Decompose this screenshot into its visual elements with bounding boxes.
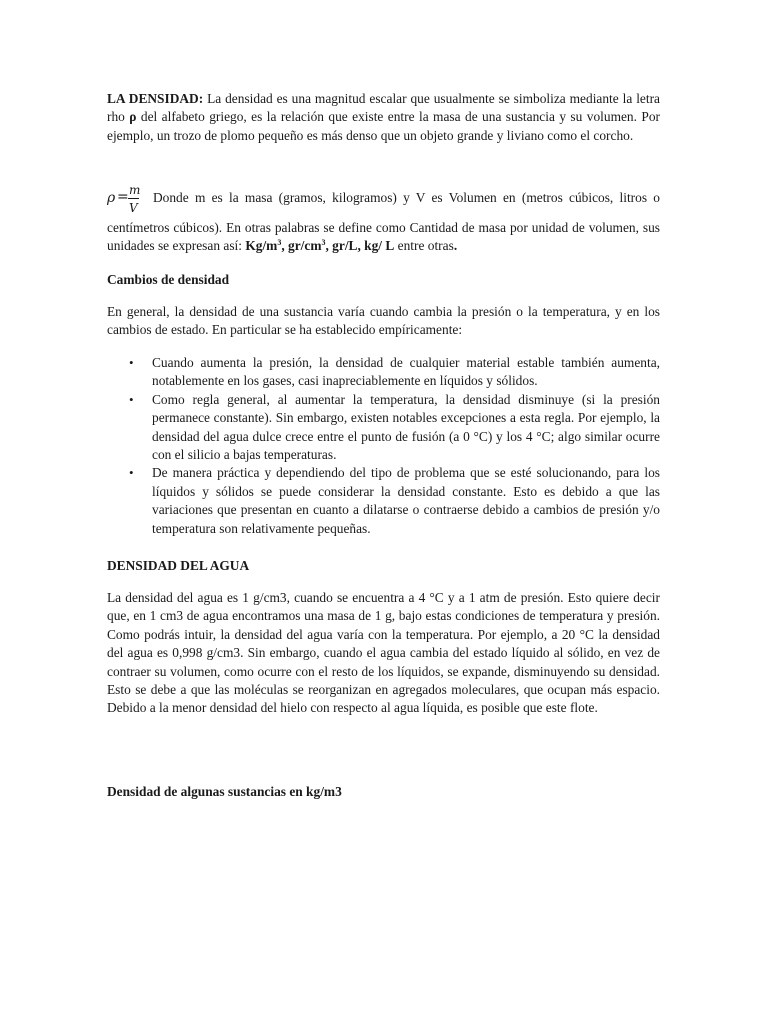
unit-gr-cm3: , gr/cm — [281, 238, 322, 254]
bullet-icon: • — [129, 465, 134, 481]
formula-line2-a: centímetros cúbicos). En otras palabras se define como Cantidad de masa por unidad de volumen, sus unidades se expresan así: — [107, 220, 660, 254]
intro-text-a: La densidad es una magnitud escalar que usualmente se simboliza mediante la letra rho — [107, 91, 660, 125]
formula-denominator: V — [129, 201, 138, 215]
list-item — [107, 464, 660, 538]
unit-sup-1: 3 — [277, 238, 282, 248]
intro-text-b: del alfabeto griego, es la relación que existe entre la masa de una sustancia y su volumen. Por ejemplo, un trozo de plomo pequeño es más denso que un objeto grande y liviano como el corcho. — [107, 109, 660, 143]
unit-rest: , gr/L, kg/ L — [325, 238, 395, 254]
intro-paragraph — [107, 90, 660, 145]
list-item — [107, 391, 660, 465]
agua-paragraph-text: La densidad del agua es 1 g/cm3, cuando se encuentra a 4 °C y a 1 atm de presión. Esto quiere decir que, en 1 cm3 de agua encontramos una masa de 1 g, bajo estas condiciones de temperatura y presión. Como podrás intuir, la densidad del agua varía con la temperatura. Por ejemplo, a 20 °C la densidad del agua es 0,998 g/cm3. Sin embargo, cuando el agua cambia del estado líquido al sólido, en vez de contraer su volumen, como ocurre con el resto de los líquidos, se expande, disminuyendo su densidad. Esto se debe a que las moléculas se reorganizan en agregados moleculares, que ocupan más espacio. Debido a la menor densidad del hielo con respecto al agua líquida, es posible que este flote. — [107, 590, 660, 716]
bullet-text: Cuando aumenta la presión, la densidad de cualquier material estable también aumenta, notablemente en los gases, casi inapreciablemente en líquidos y sólidos. — [152, 355, 660, 389]
units-list — [245, 238, 394, 253]
heading-densidad-sustancias: Densidad de algunas sustancias en kg/m3 — [107, 784, 342, 799]
bullet-text: Como regla general, al aumentar la temperatura, la densidad disminuye (si la presión permanece constante). Sin embargo, existen notables excepciones a esta regla. Por ejemplo, la densidad del agua dulce crece entre el punto de fusión (a 0 °C) y los 4 °C; algo similar ocurre con el silicio a bajas temperaturas. — [152, 391, 660, 463]
rho-symbol: ρ — [129, 109, 137, 125]
density-formula — [107, 181, 660, 215]
agua-paragraph — [107, 589, 660, 718]
formula-period: . — [453, 238, 458, 254]
list-item — [107, 354, 660, 391]
heading-cambios-de-densidad: Cambios de densidad — [107, 272, 230, 287]
formula-rho: ρ — [107, 190, 116, 206]
intro-lead: LA DENSIDAD: — [107, 91, 204, 106]
bullet-text: De manera práctica y dependiendo del tipo de problema que se esté solucionando, para los líquidos y sólidos se puede considerar la densidad constante. Esto es debido a que las variaciones que presentan en cuanto a dilatarse o contraerse debido a cambios de presión y/o temperatura son relativamente pequeñas. — [152, 465, 660, 536]
unit-sup-2: 3 — [321, 238, 326, 248]
cambios-paragraph-text: En general, la densidad de una sustancia varía cuando cambia la presión o la temperatura, y en los cambios de estado. En particular se ha establecido empíricamente: — [107, 304, 660, 338]
formula-equals: = — [117, 189, 129, 205]
formula-line2-b: entre otras — [394, 238, 454, 254]
bullet-list — [107, 354, 660, 538]
bullet-icon: • — [129, 355, 134, 370]
formula-numerator: m — [129, 183, 141, 197]
cambios-paragraph — [107, 303, 660, 340]
unit-kg-m3: Kg/m — [245, 238, 278, 254]
formula-fraction — [107, 181, 147, 215]
formula-explanation-paragraph — [107, 219, 660, 256]
formula-explanation-line1: Donde m es la masa (gramos, kilogramos) y V es Volumen en (metros cúbicos, litros o — [153, 190, 660, 205]
heading-densidad-del-agua: DENSIDAD DEL AGUA — [107, 558, 250, 573]
bullet-icon: • — [129, 391, 134, 407]
